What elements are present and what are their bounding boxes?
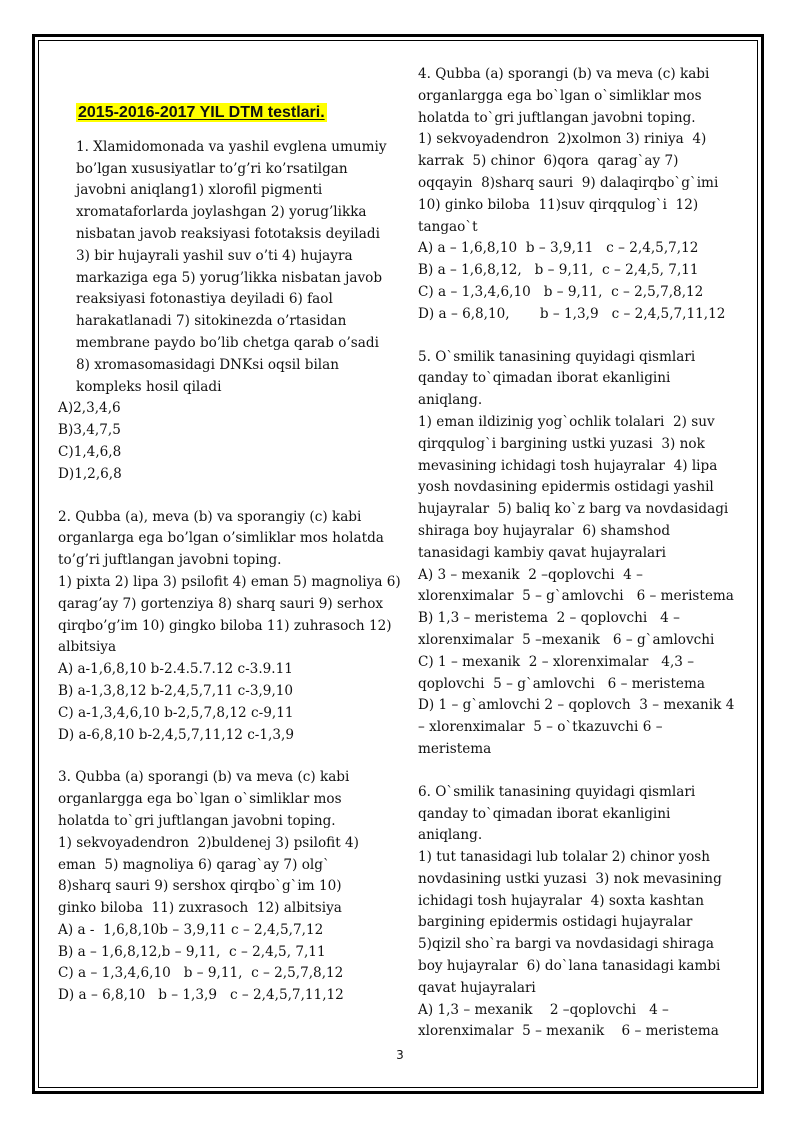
question-line: oqqayin 8)sharq sauri 9) dalaqirqbo`g`imi <box>418 174 719 191</box>
question-text <box>58 767 403 920</box>
title-block <box>76 102 403 125</box>
question-line: novdasining ustki yuzasi 3) nok mevasining <box>418 870 722 887</box>
question-line: 8) xromasomasidagi DNKsi oqsil bilan <box>76 356 340 373</box>
question-line: 3) bir hujayrali yashil suv o’ti 4) hujayra <box>76 247 353 264</box>
answer-option: xlorenximalar 5 – mexanik 6 – meristema <box>418 1023 719 1040</box>
answer-option: meristema <box>418 740 492 757</box>
question-line: boy hujayralar 6) do`lana tanasidagi kambi <box>418 958 721 975</box>
question-line: reaksiyasi fotonastiya deyiladi 6) faol <box>76 291 333 308</box>
question-line: holatda to`gri juftlangan javobni toping. <box>58 812 336 829</box>
question-block <box>418 64 740 326</box>
answer-option: A) 1,3 – mexanik 2 –qoplovchi 4 – <box>418 1001 669 1018</box>
answer-option: A) 3 – mexanik 2 –qoplovchi 4 – <box>418 566 643 583</box>
answer-option: D) a-6,8,10 b-2,4,5,7,11,12 c-1,3,9 <box>58 726 294 743</box>
question-line: qirqqulog`i bargining ustki yuzasi 3) nok <box>418 435 705 452</box>
question-line: ichidagi tosh hujayralar 4) soxta kashtan <box>418 892 705 909</box>
question-line: hujayralar 5) baliq ko`z barg va novdasidagi <box>418 501 729 518</box>
answer-option: B) a – 1,6,8,12, b – 9,11, c – 2,4,5, 7,11 <box>418 262 699 279</box>
answer-option: B)3,4,7,5 <box>58 422 121 439</box>
answer-option: C) a-1,3,4,6,10 b-2,5,7,8,12 c-9,11 <box>58 704 294 721</box>
answer-options <box>418 1000 740 1044</box>
answer-option: A) a - 1,6,8,10b – 3,9,11 c – 2,4,5,7,12 <box>58 921 324 938</box>
question-text <box>58 137 403 399</box>
answer-options <box>418 238 740 325</box>
question-line: 8)sharq sauri 9) sershox qirqbo`g`im 10) <box>58 878 342 895</box>
question-line: tangao`t <box>418 218 478 235</box>
answer-option: qoplovchi 5 – g`amlovchi 6 – meristema <box>418 675 705 692</box>
question-line: membrane paydo bo’lib chetga qarab o’sadi <box>76 334 379 351</box>
answer-option: B) a-1,3,8,12 b-2,4,5,7,11 c-3,9,10 <box>58 682 294 699</box>
question-line: bargining epidermis ostidagi hujayralar <box>418 914 693 931</box>
question-line: kompleks hosil qiladi <box>76 378 222 395</box>
answer-option: A) a-1,6,8,10 b-2.4.5.7.12 c-3.9.11 <box>58 661 293 678</box>
right-question-list <box>418 64 740 1043</box>
question-line: aniqlang. <box>418 392 483 409</box>
answer-option: C) a – 1,3,4,6,10 b – 9,11, c – 2,5,7,8,12 <box>418 283 704 300</box>
question-text <box>58 507 403 660</box>
question-text <box>418 347 740 565</box>
question-line: harakatlanadi 7) sitokinezda o’rtasidan <box>76 313 347 330</box>
question-line: shiraga boy hujayralar 6) shamshod <box>418 522 671 539</box>
answer-option: C)1,4,6,8 <box>58 443 122 460</box>
question-line: organlargga ega bo`lgan o`simliklar mos <box>418 87 702 104</box>
question-line: qirqbo’g’im 10) gingko biloba 11) zuhrasoch 12) <box>58 617 392 634</box>
question-block <box>58 767 403 1007</box>
answer-option: B) 1,3 – meristema 2 – qoplovchi 4 – <box>418 610 680 627</box>
answer-option: – xlorenximalar 5 – o`tkazuvchi 6 – <box>418 719 663 736</box>
question-block <box>58 507 403 747</box>
question-block <box>418 347 740 761</box>
answer-option: D) a – 6,8,10 b – 1,3,9 c – 2,4,5,7,11,12 <box>58 987 344 1004</box>
question-line: karrak 5) chinor 6)qora qarag`ay 7) <box>418 153 679 170</box>
answer-option: D) a – 6,8,10, b – 1,3,9 c – 2,4,5,7,11,12 <box>418 305 726 322</box>
left-column <box>58 104 403 1028</box>
question-line: 10) ginko biloba 11)suv qirqqulog`i 12) <box>418 196 699 213</box>
answer-option: xlorenximalar 5 –mexanik 6 – g`amlovchi <box>418 631 715 648</box>
question-line: qanday to`qimadan iborat ekanligini <box>418 805 671 822</box>
question-line: tanasidagi kambiy qavat hujayralari <box>418 544 666 561</box>
question-line: 2. Qubba (a), meva (b) va sporangiy (c) kabi <box>58 508 362 525</box>
question-line: eman 5) magnoliya 6) qarag`ay 7) olg` <box>58 856 330 873</box>
question-line: 6. O`smilik tanasining quyidagi qismlari <box>418 783 696 800</box>
question-line: holatda to`gri juftlangan javobni toping. <box>418 109 696 126</box>
page-title: 2015-2016-2017 YIL DTM testlari. <box>78 104 325 121</box>
question-line: 4. Qubba (a) sporangi (b) va meva (c) kabi <box>418 66 710 82</box>
question-line: javobni aniqlang1) xlorofil pigmenti <box>76 182 323 199</box>
question-line: xromataforlarda joylashgan 2) yorug’likka <box>76 204 367 221</box>
question-line: to’g’ri juftlangan javobni toping. <box>58 552 282 569</box>
answer-option: A)2,3,4,6 <box>58 400 121 417</box>
answer-options <box>58 398 403 485</box>
question-line: albitsiya <box>58 639 117 656</box>
answer-option: D)1,2,6,8 <box>58 465 122 482</box>
answer-option: B) a – 1,6,8,12,b – 9,11, c – 2,4,5, 7,11 <box>58 943 326 960</box>
right-column <box>418 64 740 1064</box>
answer-option: C) 1 – mexanik 2 – xlorenximalar 4,3 – <box>418 653 695 670</box>
question-line: nisbatan javob reaksiyasi fototaksis deyiladi <box>76 225 380 242</box>
answer-option: C) a – 1,3,4,6,10 b – 9,11, c – 2,5,7,8,12 <box>58 965 344 982</box>
question-line: mevasining ichidagi tosh hujayralar 4) lipa <box>418 457 718 474</box>
question-line: 1) pixta 2) lipa 3) psilofit 4) eman 5) magnoliya 6) <box>58 573 401 590</box>
question-line: markaziga ega 5) yorug’likka nisbatan javob <box>76 269 383 286</box>
answer-options <box>58 659 403 746</box>
question-line: qavat hujayralari <box>418 979 536 996</box>
question-line: 1. Xlamidomonada va yashil evglena umumiy <box>76 138 387 155</box>
question-line: 1) sekvoyadendron 2)xolmon 3) riniya 4) <box>418 131 707 148</box>
question-line: 5)qizil sho`ra bargi va novdasidagi shiraga <box>418 936 715 953</box>
question-text <box>418 782 740 1000</box>
question-block <box>58 137 403 486</box>
answer-option: D) 1 – g`amlovchi 2 – qoplovch 3 – mexanik 4 <box>418 697 735 714</box>
answer-options <box>418 565 740 761</box>
question-line: 3. Qubba (a) sporangi (b) va meva (c) kabi <box>58 769 350 786</box>
question-line: bo’lgan xususiyatlar to’g’ri ko’rsatilgan <box>76 160 348 177</box>
question-line: 1) eman ildizinig yog`ochlik tolalari 2) suv <box>418 413 715 430</box>
question-line: aniqlang. <box>418 827 483 844</box>
question-text <box>418 64 740 238</box>
answer-option: xlorenximalar 5 – g`amlovchi 6 – meristema <box>418 588 734 605</box>
answer-option: A) a – 1,6,8,10 b – 3,9,11 c – 2,4,5,7,12 <box>418 240 699 257</box>
left-question-list <box>58 137 403 1007</box>
question-line: organlargga ega bo`lgan o`simliklar mos <box>58 791 342 808</box>
question-line: yosh novdasining epidermis ostidagi yashil <box>418 479 714 496</box>
question-line: 1) sekvoyadendron 2)buldenej 3) psilofit 4) <box>58 834 359 851</box>
question-line: ginko biloba 11) zuxrasoch 12) albitsiya <box>58 900 342 917</box>
answer-options <box>58 920 403 1007</box>
question-line: qarag’ay 7) gortenziya 8) sharq sauri 9) serhox <box>58 595 384 612</box>
page-number: 3 <box>396 1048 404 1062</box>
question-line: 1) tut tanasidagi lub tolalar 2) chinor yosh <box>418 849 711 866</box>
question-line: 5. O`smilik tanasining quyidagi qismlari <box>418 348 696 365</box>
question-block <box>418 782 740 1044</box>
question-line: organlarga ega bo’lgan o’simliklar mos holatda <box>58 530 384 547</box>
question-line: qanday to`qimadan iborat ekanligini <box>418 370 671 387</box>
